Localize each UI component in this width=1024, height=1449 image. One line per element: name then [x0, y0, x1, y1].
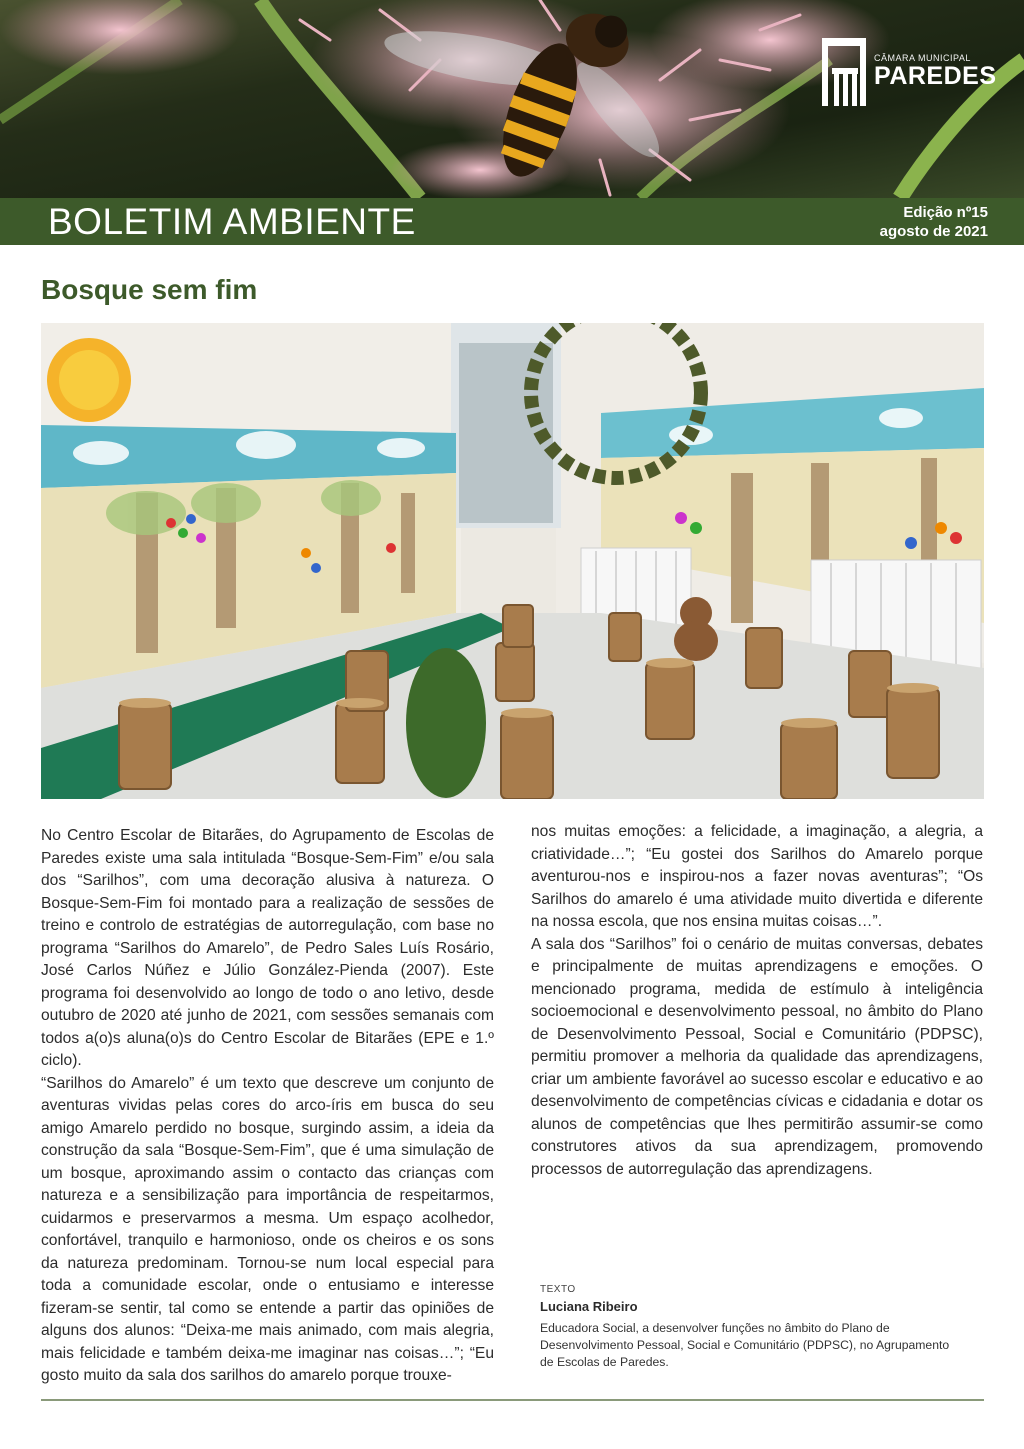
edition-date: agosto de 2021 — [879, 223, 988, 240]
article-paragraph: “Sarilhos do Amarelo” é um texto que descreve um conjunto de aventuras vividas pelas cores do arco-íris em busca do seu amigo Amarelo perdido no bosque, surgindo assim, a ideia da construção da sala “Bosque-Sem-Fim”, que é uma simulação de um bosque, aproximando assim o contacto das crianças com natureza e a sensibilização para importância de respeitarmos, cuidarmos e preservarmos a mesma. Um espaço acolhedor, confortável, tranquilo e harmonioso, onde os cheiros e os sons da natureza predominam. Tornou-se num local especial para toda a comunidade escolar, onde o entusiamo e interesse fizeram-se sentir, tal como se entende a partir das opiniões de alguns dos alunos: “Deixa-me mais animado, com mais alegria, mais felicidade e também deixa-me imaginar nas coisas…”; “Eu gosto muito da sala dos sarilhos do amarelo porque trouxe- — [41, 1074, 494, 1384]
article-paragraph: A sala dos “Sarilhos” foi o cenário de muitas conversas, debates e principalmente de muitas aprendizagens e emoções. O mencionado programa, medida de estímulo à inteligência socioemocional e desenvolvimento pessoal, no âmbito do Plano de Desenvolvimento Pessoal, Social e Comunitário (PDPSC), permitiu promover a melhoria da qualidade das aprendizagens, criar um ambiente favorável ao sucesso escolar e educativo e ao desenvolvimento de competências cívicas e cidadania e dotar os alunos de competências que lhes permitirão assumir-se como construtores ativos da sua aprendizagem, promovendo processos de autorregulação das aprendizagens. — [531, 935, 983, 1178]
credit-label: TEXTO — [540, 1284, 576, 1295]
article-paragraph: nos muitas emoções: a felicidade, a imaginação, a alegria, a criatividade…”; “Eu gostei dos Sarilhos do Amarelo porque aventurou-nos e inspirou-nos a fazer novas aventuras”; “Os Sarilhos do amarelo é uma atividade muito divertida e diferente na nossa escola, que nos ensina muitas coisas…”. — [531, 823, 983, 930]
footer-divider — [41, 1399, 984, 1401]
author-name: Luciana Ribeiro — [540, 1299, 638, 1314]
author-description: Educadora Social, a desenvolver funções no âmbito do Plano de Desenvolvimento Pessoal, Social e Comunitário (PDPSC), no Agrupamento de Escolas de Paredes. — [540, 1321, 950, 1369]
edition-number: Edição nº15 — [903, 204, 988, 221]
article-title: Bosque sem fim — [41, 274, 258, 305]
article-column-left — [41, 825, 494, 1388]
article-paragraph: No Centro Escolar de Bitarães, do Agrupamento de Escolas de Paredes existe uma sala intitulada “Bosque-Sem-Fim” e/ou sala dos “Sarilhos”, com uma decoração alusiva à natureza. O Bosque-Sem-Fim foi montado para a realização de sessões de treino e controlo de estratégias de autorregulação, com base no programa “Sarilhos do Amarelo”, de Pedro Sales Luís Rosário, José Carlos Núñez e Júlio González-Pienda (2007). Este programa foi desenvolvido ao longo de todo o ano letivo, desde outubro de 2020 até junho de 2021, com sessões semanais com todos a(o)s aluna(o)s do Centro Escolar de Bitarães (EPE e 1.º ciclo). — [41, 827, 494, 1069]
classroom-forest-photo — [41, 323, 984, 799]
logo-subtitle: CÂMARA MUNICIPAL — [874, 53, 971, 63]
author-credit — [540, 1284, 960, 1371]
bulletin-title: BOLETIM AMBIENTE — [48, 201, 416, 242]
article-column-right — [531, 821, 983, 1181]
logo-title: PAREDES — [874, 62, 997, 90]
edition-info — [880, 203, 988, 241]
